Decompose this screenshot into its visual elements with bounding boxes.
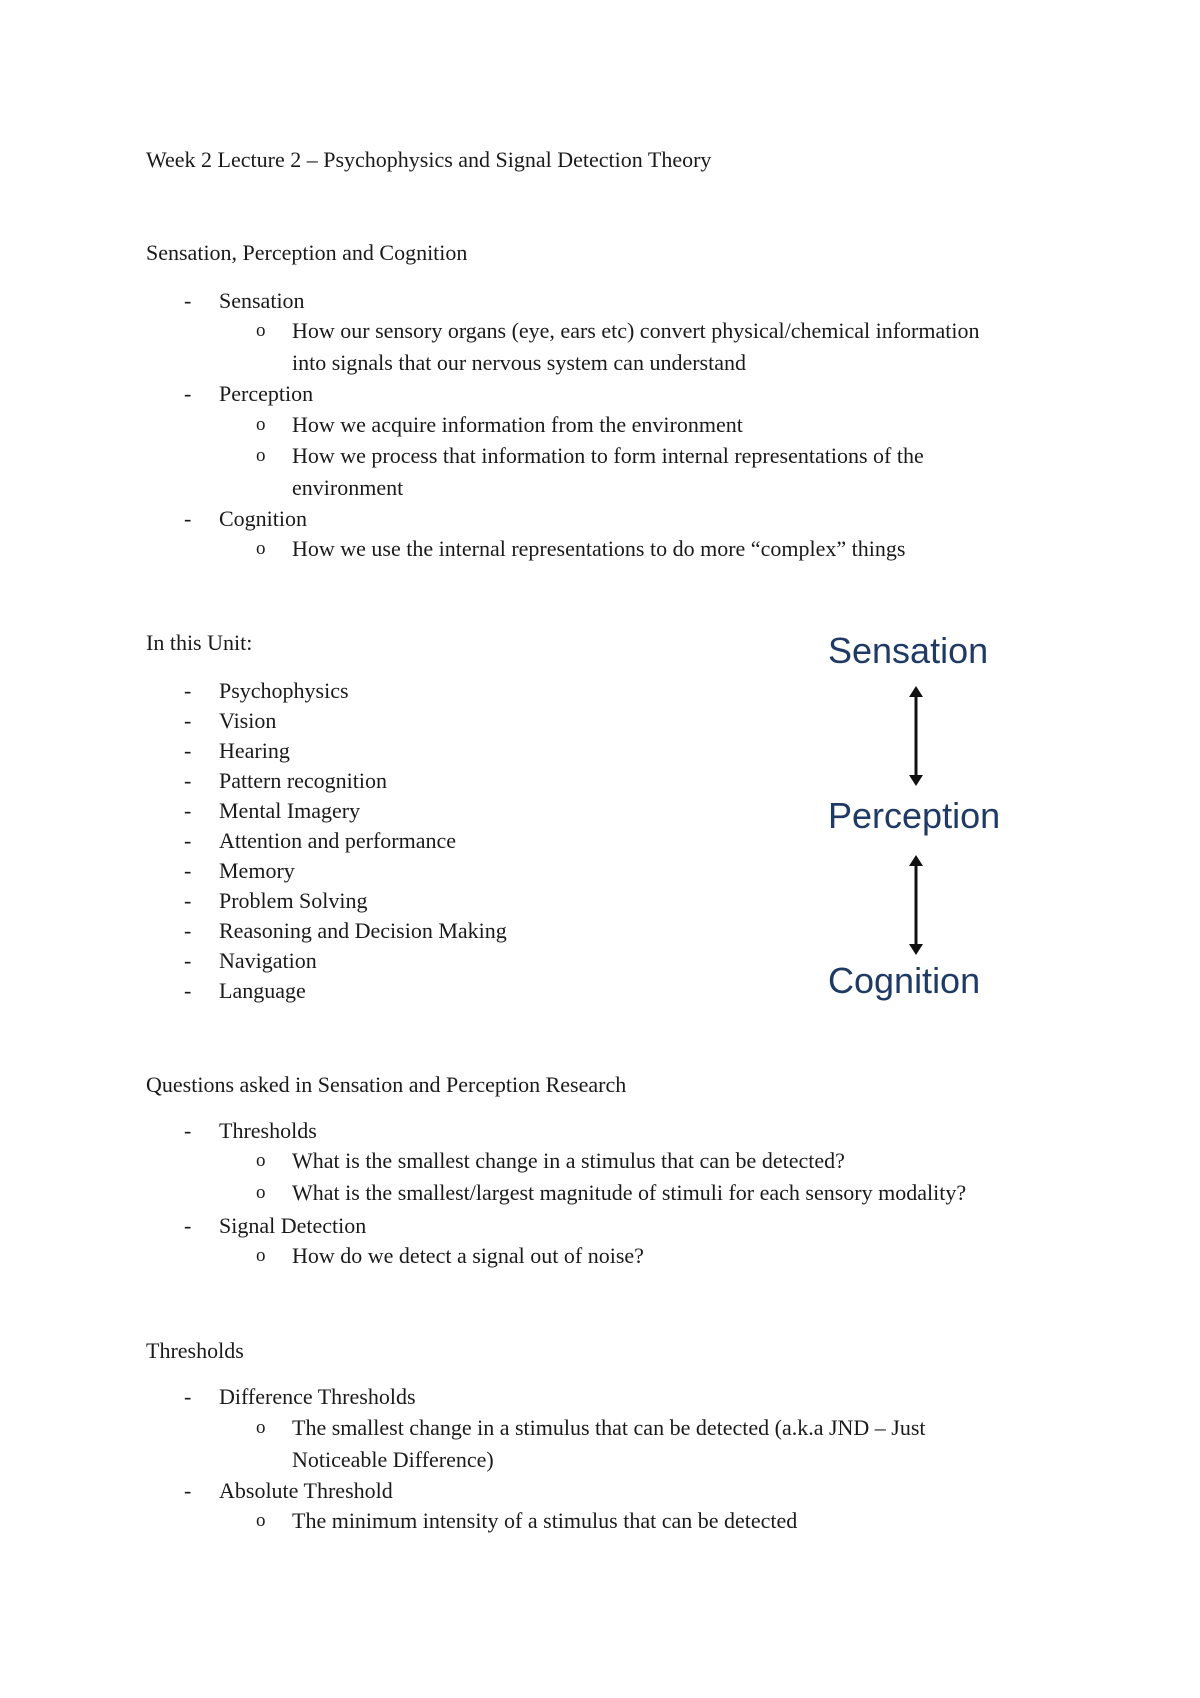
sub-item: How our sensory organs (eye, ears etc) convert physical/chemical information [292,318,980,343]
sub-item-continued: Noticeable Difference) [292,1447,494,1472]
sub-bullet: o [256,538,266,559]
list-dash: - [184,678,192,703]
sub-item: What is the smallest change in a stimulus that can be detected? [292,1148,845,1173]
list-dash: - [184,1478,192,1503]
sub-bullet: o [256,1150,266,1171]
diagram-label-perception: Perception [828,795,1001,836]
list-item: Difference Thresholds [219,1384,416,1409]
list-dash: - [184,888,192,913]
section-heading-unit: In this Unit: [146,630,253,655]
double-arrow-icon [904,855,928,955]
sub-item: How we acquire information from the environment [292,412,743,437]
list-dash: - [184,1384,192,1409]
list-dash: - [184,1213,192,1238]
list-item: Mental Imagery [219,798,361,823]
sub-item: The minimum intensity of a stimulus that can be detected [292,1508,798,1533]
double-arrow-icon [904,686,928,786]
sub-bullet: o [256,414,266,435]
sub-item-continued: into signals that our nervous system can understand [292,350,746,375]
list-item: Absolute Threshold [219,1478,393,1503]
list-dash: - [184,768,192,793]
list-item: Thresholds [219,1118,317,1143]
sub-bullet: o [256,1417,266,1438]
list-item: Signal Detection [219,1213,367,1238]
list-dash: - [184,918,192,943]
sub-bullet: o [256,1510,266,1531]
sub-item: How do we detect a signal out of noise? [292,1243,644,1268]
list-item: Vision [219,708,277,733]
list-item: Hearing [219,738,290,763]
list-item: Navigation [219,948,317,973]
sub-bullet: o [256,1182,266,1203]
list-item: Psychophysics [219,678,349,703]
list-item: Cognition [219,506,308,531]
list-dash: - [184,738,192,763]
list-dash: - [184,828,192,853]
list-dash: - [184,1118,192,1143]
list-item: Perception [219,381,314,406]
list-dash: - [184,858,192,883]
list-dash: - [184,708,192,733]
sub-bullet: o [256,320,266,341]
list-dash: - [184,948,192,973]
list-item: Reasoning and Decision Making [219,918,507,943]
list-item: Pattern recognition [219,768,388,793]
sub-item: What is the smallest/largest magnitude of stimuli for each sensory modality? [292,1180,967,1205]
list-item: Memory [219,858,295,883]
list-item: Sensation [219,288,305,313]
diagram-label-sensation: Sensation [828,630,989,671]
section-heading-spc: Sensation, Perception and Cognition [146,240,468,265]
list-dash: - [184,798,192,823]
sub-bullet: o [256,1245,266,1266]
list-dash: - [184,288,192,313]
list-dash: - [184,506,192,531]
section-heading-questions: Questions asked in Sensation and Perception Research [146,1072,627,1097]
sub-item: The smallest change in a stimulus that can be detected (a.k.a JND – Just [292,1415,926,1440]
diagram-label-cognition: Cognition [828,960,981,1001]
list-item: Attention and performance [219,828,457,853]
spc-diagram [828,630,1028,1010]
sub-item-continued: environment [292,475,404,500]
list-item: Language [219,978,306,1003]
list-dash: - [184,978,192,1003]
document-title: Week 2 Lecture 2 – Psychophysics and Signal Detection Theory [146,147,712,172]
list-dash: - [184,381,192,406]
sub-item: How we process that information to form internal representations of the [292,443,924,468]
section-heading-thresholds: Thresholds [146,1338,244,1363]
list-item: Problem Solving [219,888,368,913]
sub-bullet: o [256,445,266,466]
sub-item: How we use the internal representations to do more “complex” things [292,536,906,561]
